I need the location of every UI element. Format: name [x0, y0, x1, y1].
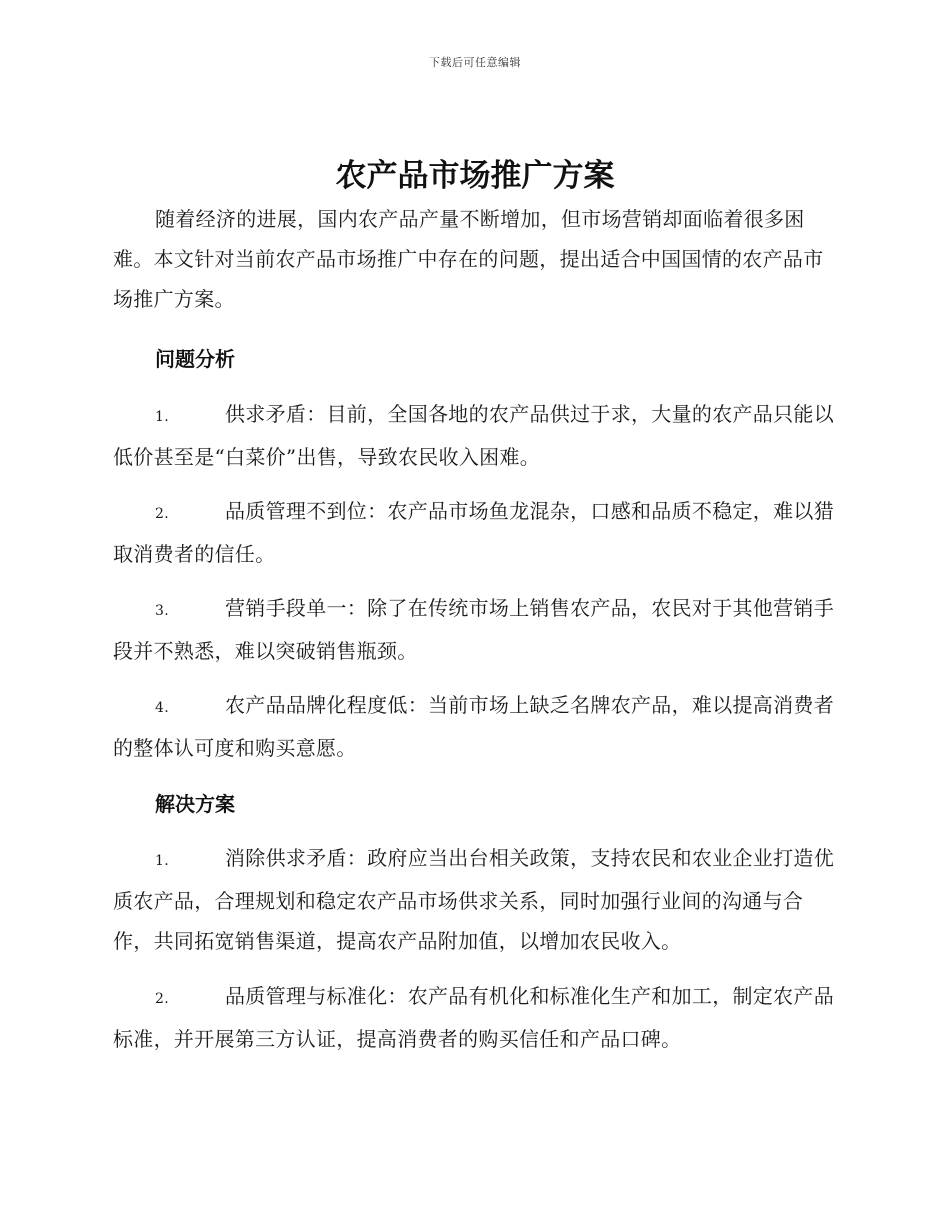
section-heading-problems: 问题分析 [155, 347, 235, 371]
problem-item-text: 营销手段单一：除了在传统市场上销售农产品，农民对于其他营销手段并不熟悉，难以突破销售瓶颈。 [113, 596, 834, 663]
solution-item [113, 976, 835, 1059]
list-number: 1. [155, 853, 169, 869]
solution-item-text: 品质管理与标准化：农产品有机化和标准化生产和加工，制定农产品标准，并开展第三方认证，提高消费者的购买信任和产品口碑。 [113, 984, 834, 1051]
document-title: 农产品市场推广方案 [335, 158, 615, 194]
list-number: 2. [155, 506, 169, 522]
list-number: 3. [155, 603, 169, 619]
solution-item [113, 838, 835, 961]
problem-item [113, 394, 835, 477]
list-number: 4. [155, 700, 169, 716]
list-number: 2. [155, 991, 169, 1007]
problem-item [113, 685, 835, 768]
intro-paragraph: 随着经济的进展，国内农产品产量不断增加，但市场营销却面临着很多困难。本文针对当前农产品市场推广中存在的问题，提出适合中国国情的农产品市场推广方案。 [113, 207, 824, 311]
solution-item-text: 消除供求矛盾：政府应当出台相关政策，支持农民和农业企业打造优质农产品，合理规划和稳定农产品市场供求关系，同时加强行业间的沟通与合作，共同拓宽销售渠道，提高农产品附加值，以增加农民收入。 [113, 846, 834, 953]
problem-item-text: 农产品品牌化程度低：当前市场上缺乏名牌农产品，难以提高消费者的整体认可度和购买意愿。 [113, 693, 834, 760]
problem-item [113, 588, 835, 671]
list-number: 1. [155, 409, 169, 425]
problem-item-text: 供求矛盾：目前，全国各地的农产品供过于求，大量的农产品只能以低价甚至是“白菜价”出售，导致农民收入困难。 [113, 402, 834, 469]
problem-item-text: 品质管理不到位：农产品市场鱼龙混杂，口感和品质不稳定，难以猎取消费者的信任。 [113, 499, 834, 566]
section-heading-solutions: 解决方案 [155, 792, 235, 816]
page-header-note: 下载后可任意编辑 [429, 56, 521, 69]
problem-item [113, 491, 835, 574]
